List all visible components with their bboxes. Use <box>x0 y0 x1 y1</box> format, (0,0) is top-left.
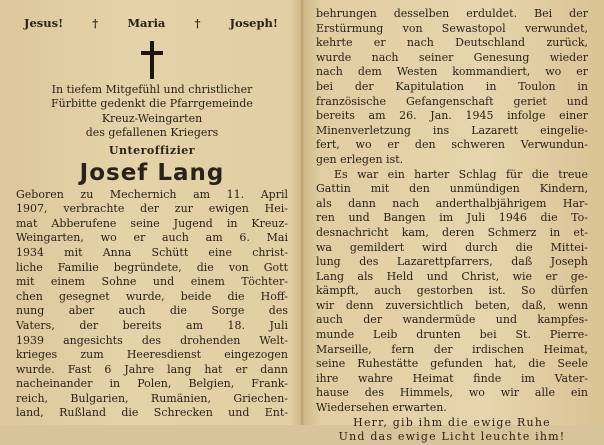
text-line: lung des Lazarettpfarrers, daß Joseph <box>316 255 588 269</box>
text-line: wurde nach seiner Genesung wieder <box>316 50 588 64</box>
bio-line: chen gesegnet wurde, beide die Hoff- <box>16 289 288 303</box>
paragraph-war-service <box>316 7 588 168</box>
rank-title: Unteroffizier <box>108 143 196 157</box>
closing-prayer <box>316 416 588 445</box>
text-line: französische Gefangenschaft geriet und <box>316 94 588 108</box>
intro-line: Fürbitte gedenkt die Pfarrgemeinde <box>51 97 253 111</box>
text-line: kämpft, auch gestorben ist. So dürfen <box>316 284 588 298</box>
right-page <box>316 7 588 445</box>
bio-line: Weingarten, wo er auch am 6. Mai <box>16 231 288 245</box>
bio-line: 1934 mit Anna Schütt eine christ- <box>16 245 288 259</box>
text-line: Wiedersehen erwarten. <box>316 401 447 415</box>
text-line: seine Ruhestätte gefunden hat, die Seele <box>316 357 588 371</box>
deceased-name: Josef Lang <box>79 159 225 186</box>
prayer-line: Herr, gib ihm die ewige Ruhe <box>353 415 551 429</box>
bio-line: krieges zum Heeresdienst eingezogen <box>16 348 288 362</box>
bio-line: Vaters, der bereits am 18. Juli <box>16 318 288 332</box>
bio-line: liche Familie begründete, die von Gott <box>16 260 288 274</box>
text-line: hause des Himmels, wo wir alle ein <box>316 386 588 400</box>
invocation-jesus: Jesus! <box>24 16 64 30</box>
intro-text <box>16 83 288 141</box>
text-line: wa gemildert wird durch die Mittei- <box>316 240 588 254</box>
bio-line: nung aber auch die Sorge des <box>16 304 288 318</box>
bio-line: wurde. Fast 6 Jahre lang hat er dann <box>16 362 288 376</box>
text-line: bei der Kapitulation in Toulon in <box>316 79 588 93</box>
bio-line: nacheinander in Polen, Belgien, Frank- <box>16 377 288 391</box>
bio-line: 1907, verbrachte der zur ewigen Hei- <box>16 202 288 216</box>
center-fold <box>301 0 304 425</box>
bio-line: mat Abberufene seine Jugend in Kreuz- <box>16 216 288 230</box>
text-line: Minenverletzung ins Lazarett eingelie- <box>316 123 588 137</box>
text-line: als dann nach anderthalbjährigem Har- <box>316 196 588 210</box>
invocation-maria: Maria <box>127 16 166 30</box>
intro-line: Kreuz-Weingarten <box>101 111 203 125</box>
invocation-cross-1: † <box>92 16 99 30</box>
text-line: gen erlegen ist. <box>316 152 404 166</box>
text-line: Es war ein harter Schlag für die treue <box>334 167 588 181</box>
cross-icon <box>141 41 163 79</box>
text-line: ren und Bangen im Juli 1946 die To- <box>316 211 588 225</box>
paragraph-death-notice <box>316 168 588 416</box>
text-line: desnachricht kam, deren Schmerz in et- <box>316 225 588 239</box>
intro-line: des gefallenen Kriegers <box>85 126 219 140</box>
intro-line: In tiefem Mitgefühl und christlicher <box>51 82 253 96</box>
bio-line: land, Rußland die Schrecken und Ent- <box>16 406 288 420</box>
bio-line: 1939 angesichts des drohenden Welt- <box>16 333 288 347</box>
text-line: bereits am 26. Jan. 1945 infolge einer <box>316 109 588 123</box>
invocation-header <box>24 16 278 31</box>
text-line: nach dem Westen kommandiert, wo er <box>316 65 588 79</box>
text-line: Lang als Held und Christ, wie er ge- <box>316 269 588 283</box>
text-line: kehrte er nach Deutschland zurück, <box>316 36 588 50</box>
text-line: munde Leib drunten bei St. Pierre- <box>316 328 588 342</box>
text-line: Marseille, fern der irdischen Heimat, <box>316 342 588 356</box>
biography <box>16 188 288 422</box>
bio-line: Geboren zu Mechernich am 11. April <box>16 187 288 201</box>
prayer-line: Und das ewige Licht leuchte ihm! <box>338 430 566 444</box>
text-line: auch der wandermüde und kampfes- <box>316 313 588 327</box>
text-line: ihre wahre Heimat finde im Vater- <box>316 371 588 385</box>
text-line: Gattin mit den unmündigen Kindern, <box>316 182 588 196</box>
text-line: wir denn zuversichtlich beten, daß, wenn <box>316 298 588 312</box>
left-page <box>16 10 288 421</box>
invocation-joseph: Joseph! <box>229 16 278 30</box>
bio-line: reich, Bulgarien, Rumänien, Griechen- <box>16 391 288 405</box>
bio-line: mit einem Sohne und einem Töchter- <box>16 275 288 289</box>
text-line: fert, wo er den schweren Verwundun- <box>316 138 588 152</box>
invocation-cross-2: † <box>194 16 201 30</box>
text-line: behrungen desselben erduldet. Bei der <box>316 7 588 20</box>
text-line: Erstürmung von Sewastopol verwundet, <box>316 21 588 35</box>
